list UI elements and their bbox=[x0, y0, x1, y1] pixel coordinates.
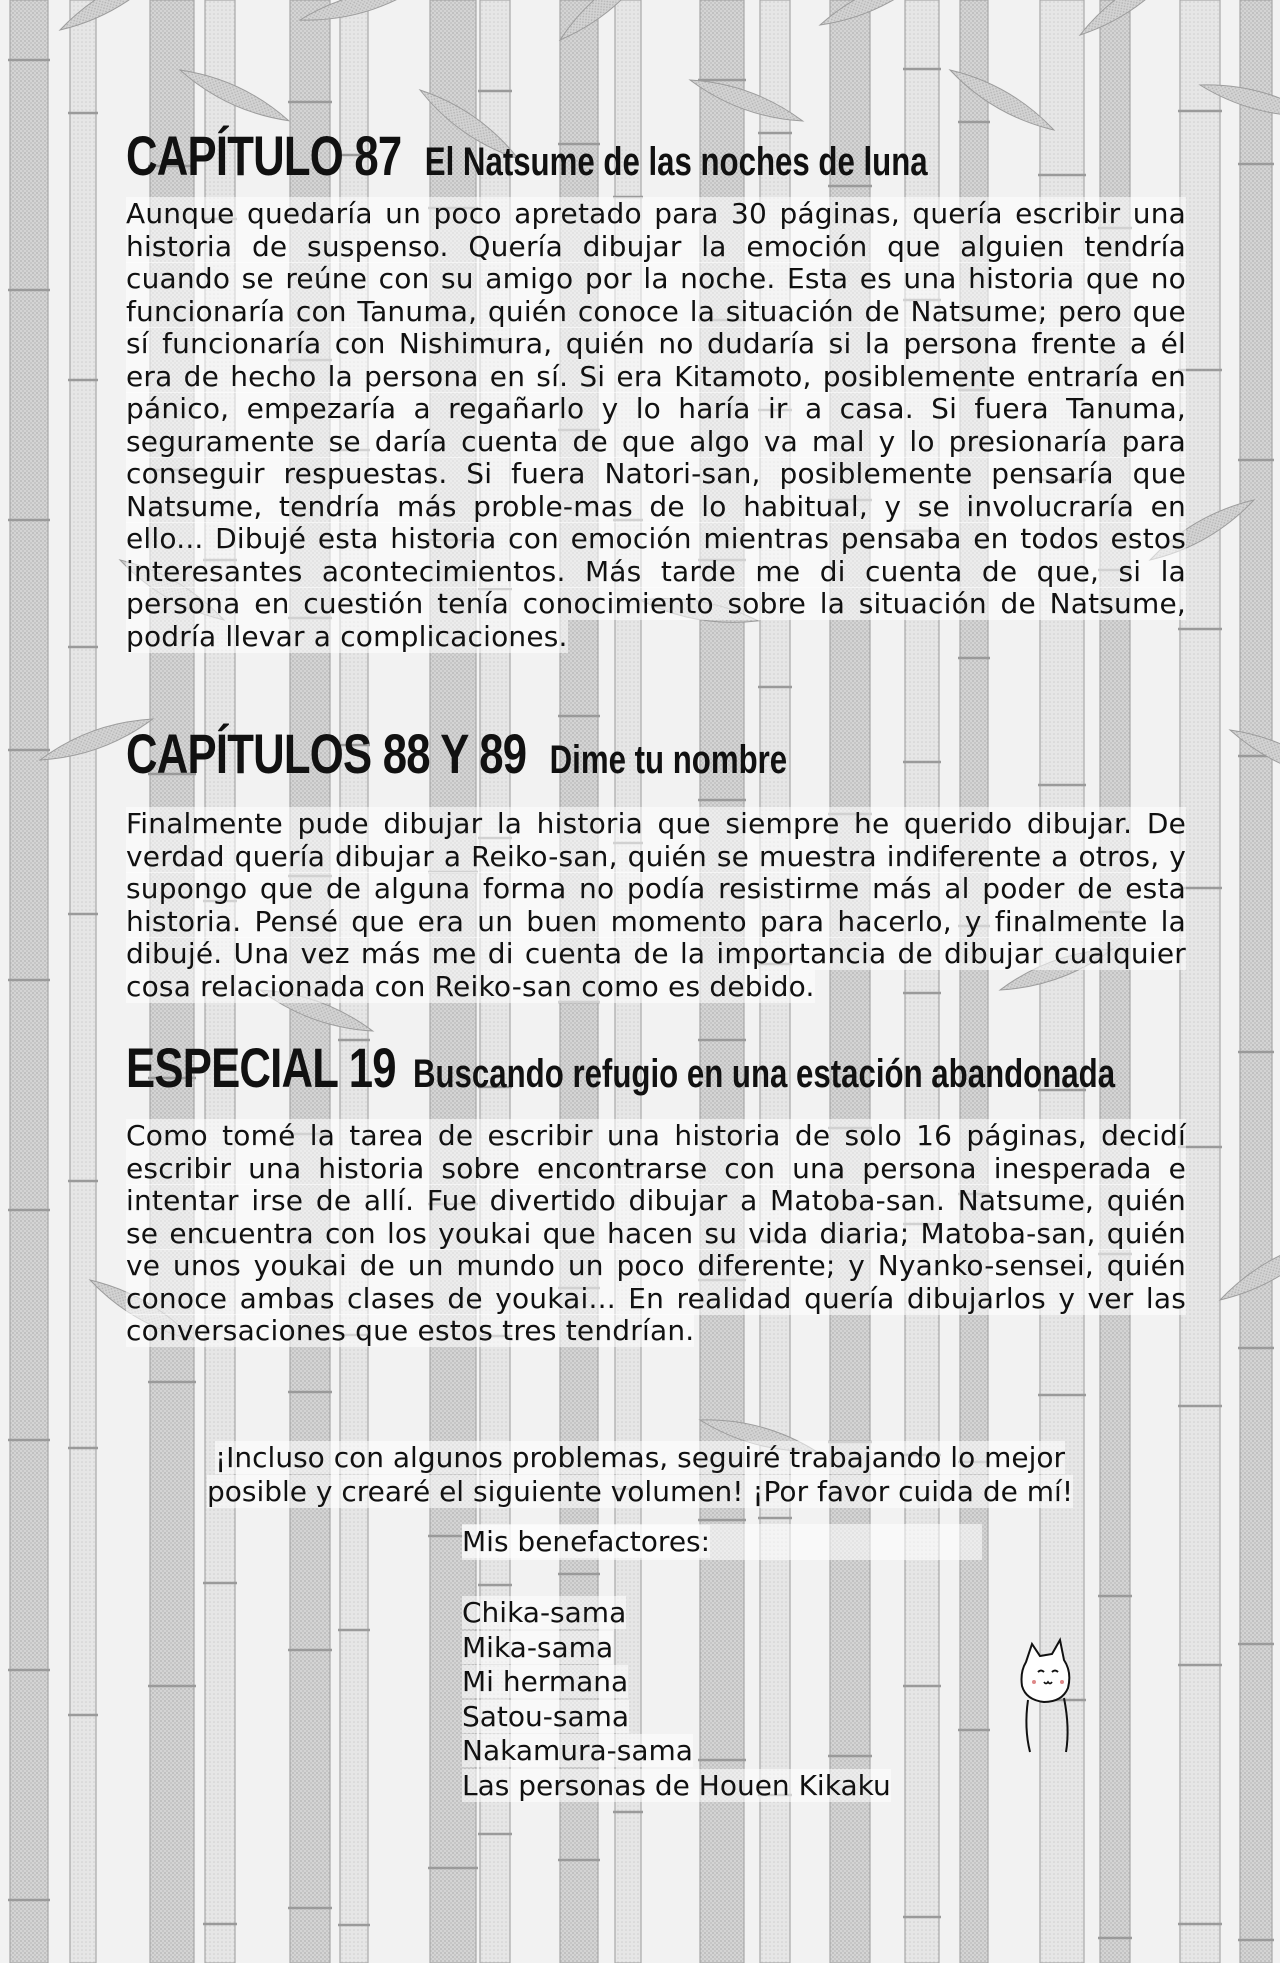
chapters-88-89-number: CAPÍTULOS 88 Y 89 bbox=[126, 722, 527, 785]
especial-19-heading bbox=[126, 1036, 1116, 1099]
benefactor-name: Nakamura-sama bbox=[462, 1734, 693, 1767]
especial-19-number: ESPECIAL 19 bbox=[126, 1036, 396, 1099]
chapters-88-89-heading bbox=[126, 722, 953, 785]
chapter-87-text bbox=[126, 198, 1186, 653]
closing-line-1: ¡Incluso con algunos problemas, seguiré trabajando lo mejor bbox=[214, 1441, 1066, 1474]
benefactor-item bbox=[462, 1596, 982, 1631]
closing-message bbox=[150, 1441, 1130, 1509]
chapters-88-89-text bbox=[126, 808, 1186, 1003]
especial-19-body: Como tomé la tarea de escribir una historia de solo 16 páginas, decidí escribir una historia sobre encontrarse con una persona inesperada e intentar irse de allí. Fue divertido dibujar a Matoba-san. Natsume, quién se encuentra con los youkai que hacen su vida diaria; Matoba-san, quién ve unos youkai de un mundo un poco diferente; y Nyanko-sensei, quién conoce ambas clases de youkai... En realidad quería dibujarlos y ver las conversaciones que estos tres tendrían. bbox=[126, 1119, 1186, 1347]
chapter-87-body: Aunque quedaría un poco apretado para 30 páginas, quería escribir una historia de suspenso. Quería dibujar la emoción que alguien tendría cuando se reúne con su amigo por la noche. Esta es una historia que no funcionaría con Tanuma, quién conoce la situación de Natsume; pero que sí funcionaría con Nishimura, quién no dudaría si la persona frente a él era de hecho la persona en sí. Si era Kitamoto, posiblemente entraría en pánico, empezaría a regañarlo y lo haría ir a casa. Si fuera Tanuma, seguramente se daría cuenta de que algo va mal y lo presionaría para conseguir respuestas. Si fuera Natori-san, posiblemente pensaría que Natsume, tendría más proble-mas de lo habitual, y se involucraría en ello... Dibujé esta historia con emoción mientras pensaba en todos estos interesantes acontecimientos. Más tarde me di cuenta de que, si la persona en cuestión tenía conocimiento sobre la situación de Natsume, podría llevar a complicaciones. bbox=[126, 197, 1186, 653]
benefactors-list bbox=[462, 1524, 982, 1803]
nyanko-sensei-icon bbox=[1018, 1632, 1074, 1754]
benefactors-label-text: Mis benefactores: bbox=[462, 1525, 711, 1558]
chapters-88-89-title: Dime tu nombre bbox=[549, 738, 788, 782]
benefactor-name: Las personas de Houen Kikaku bbox=[462, 1768, 891, 1802]
benefactor-item bbox=[462, 1734, 982, 1769]
chapter-87-title: El Natsume de las noches de luna bbox=[424, 140, 928, 184]
chapters-88-89-body: Finalmente pude dibujar la historia que siempre he querido dibujar. De verdad quería dibujar a Reiko-san, quién se muestra indiferente a otros, y supongo que de alguna forma no podía resistirme más al poder de esta historia. Pensé que era un buen momento para hacerlo, y finalmente la dibujé. Una vez más me di cuenta de la importancia de dibujar cualquier cosa relacionada con Reiko-san como es debido. bbox=[126, 807, 1186, 1003]
chapter-87-number: CAPÍTULO 87 bbox=[126, 124, 402, 187]
benefactor-item bbox=[462, 1665, 982, 1700]
especial-19-title: Buscando refugio en una estación abandonada bbox=[412, 1052, 1116, 1096]
benefactor-name: Satou-sama bbox=[462, 1699, 630, 1733]
benefactor-name: Mika-sama bbox=[462, 1630, 614, 1664]
benefactors-names bbox=[462, 1596, 982, 1803]
benefactor-item bbox=[462, 1700, 982, 1735]
chapter-87-heading bbox=[126, 124, 953, 187]
benefactor-name: Mi hermana bbox=[462, 1665, 629, 1698]
closing-line-2: posible y crearé el siguiente volumen! ¡Por favor cuida de mí! bbox=[206, 1475, 1074, 1508]
benefactor-item bbox=[462, 1631, 982, 1666]
benefactors-label bbox=[462, 1524, 982, 1560]
benefactor-item bbox=[462, 1769, 982, 1804]
especial-19-text bbox=[126, 1120, 1186, 1348]
benefactor-name: Chika-sama bbox=[462, 1596, 627, 1629]
